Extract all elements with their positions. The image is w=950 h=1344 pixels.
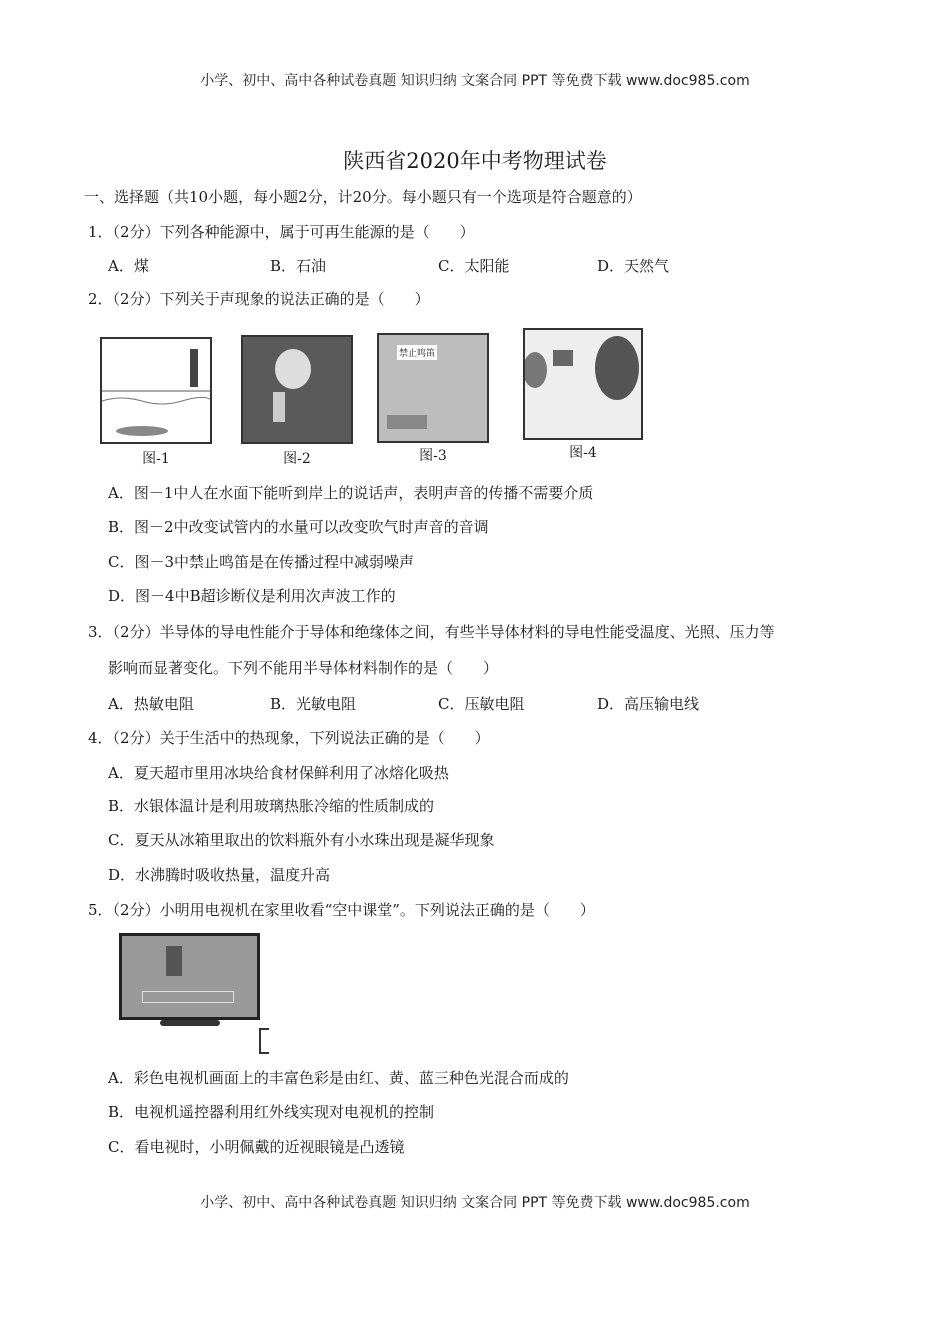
tv-stand [160,1020,220,1026]
question-4-stem: 4．（2分）关于生活中的热现象，下列说法正确的是（ ） [88,729,490,747]
q3-option-b: B．光敏电阻 [270,695,357,713]
figure-caption-1: 图-1 [142,451,170,467]
question-2-stem: 2．（2分）下列关于声现象的说法正确的是（ ） [88,290,430,308]
swimmer-illustration [102,339,210,442]
figure-3-no-honking [377,333,489,443]
q5-option-a: A．彩色电视机画面上的丰富色彩是由红、黄、蓝三种色光混合而成的 [108,1069,569,1087]
child-photo [243,337,351,442]
teacher-figure [166,946,182,976]
q3-option-c: C．压敏电阻 [438,695,525,713]
q2-option-c: C．图－3中禁止鸣笛是在传播过程中减弱噪声 [108,553,415,571]
figure-caption-4: 图-4 [569,445,597,461]
q1-option-c: C．太阳能 [438,257,510,275]
q4-option-b: B．水银体温计是利用玻璃热胀冷缩的性质制成的 [108,797,435,815]
page-footer: 小学、初中、高中各种试卷真题 知识归纳 文案合同 PPT 等免费下载 www.doc985.com [200,1195,750,1211]
q4-option-c: C．夏天从冰箱里取出的饮料瓶外有小水珠出现是凝华现象 [108,831,495,849]
q2-option-d: D．图－4中B超诊断仪是利用次声波工作的 [108,587,396,605]
q3-option-d: D．高压输电线 [597,695,700,713]
ultrasound-photo [525,330,641,438]
q1-option-b: B．石油 [270,257,327,275]
figure-4-b-ultrasound [523,328,643,440]
tv-illustration [119,933,260,1020]
q5-option-c: C．看电视时，小明佩戴的近视眼镜是凸透镜 [108,1138,405,1156]
car-shape [387,415,427,429]
figure-caption-2: 图-2 [283,451,311,467]
q2-option-a: A．图－1中人在水面下能听到岸上的说话声，表明声音的传播不需要介质 [108,484,594,502]
remote-control-icon [259,1028,269,1054]
q2-option-b: B．图－2中改变试管内的水量可以改变吹气时声音的音调 [108,518,489,536]
section-heading: 一、选择题（共10小题，每小题2分，计20分。每小题只有一个选项是符合题意的） [84,188,642,206]
q3-option-a: A．热敏电阻 [108,695,194,713]
figure-caption-3: 图-3 [419,448,447,464]
q5-option-b: B．电视机遥控器利用红外线实现对电视机的控制 [108,1103,435,1121]
figure-2-blowing-tube [241,335,353,444]
q4-option-d: D．水沸腾时吸收热量，温度升高 [108,866,331,884]
question-3-stem-cont: 影响而显著变化。下列不能用半导体材料制作的是（ ） [108,659,499,677]
question-1-stem: 1．（2分）下列各种能源中，属于可再生能源的是（ ） [88,223,475,241]
q4-option-a: A．夏天超市里用冰块给食材保鲜利用了冰熔化吸热 [108,764,449,782]
q1-option-d: D．天然气 [597,257,670,275]
q1-option-a: A．煤 [108,257,149,275]
question-5-stem: 5．（2分）小明用电视机在家里收看“空中课堂”。下列说法正确的是（ ） [88,901,595,919]
question-3-stem: 3．（2分）半导体的导电性能介于导体和绝缘体之间，有些半导体材料的导电性能受温度、光照、压力等 [88,623,775,641]
no-honking-sign: 禁止鸣笛 [397,345,437,360]
page-title: 陕西省2020年中考物理试卷 [343,149,607,173]
desk-shape [142,991,234,1003]
page-header: 小学、初中、高中各种试卷真题 知识归纳 文案合同 PPT 等免费下载 www.doc985.com [200,73,750,89]
figure-1-swimmer [100,337,212,444]
